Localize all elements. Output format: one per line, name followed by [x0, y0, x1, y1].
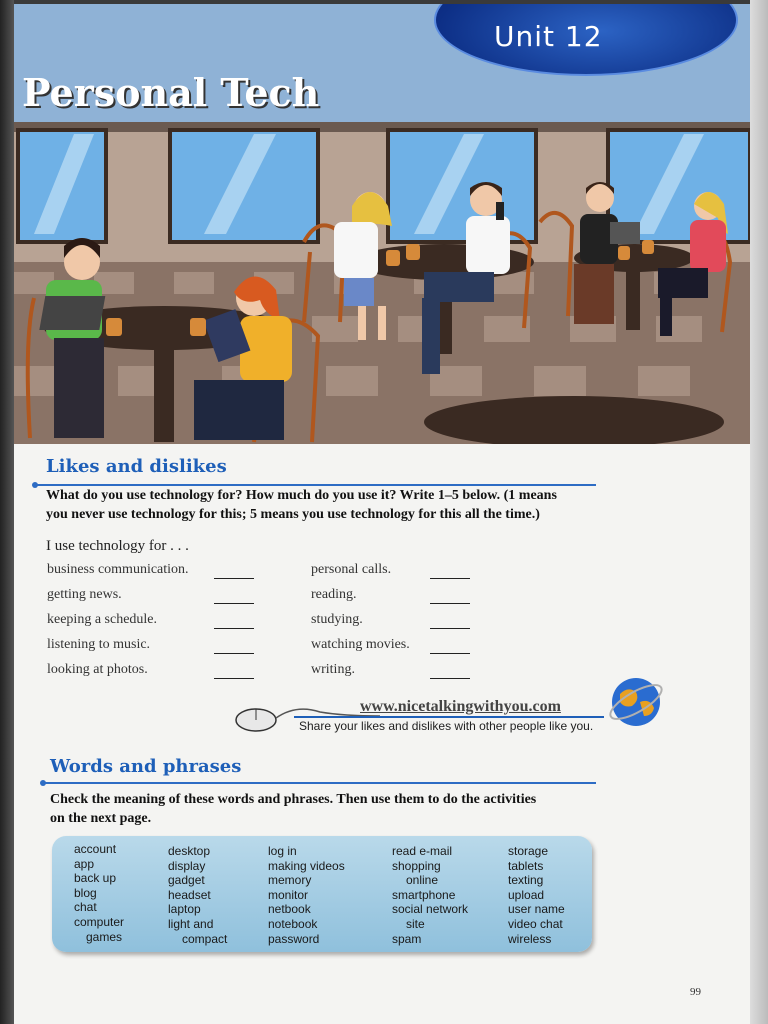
- words-heading: Words and phrases: [50, 756, 242, 777]
- likes-instructions: [46, 486, 626, 524]
- word-item: desktop: [168, 844, 211, 858]
- word-column: [392, 844, 468, 946]
- word-item: password: [268, 931, 320, 946]
- word-item: compact: [182, 931, 228, 946]
- likes-instructions-line2: you never use technology for this; 5 means you use technology for this all the time.): [46, 507, 540, 522]
- word-item: storage: [508, 844, 549, 858]
- rating-blank[interactable]: [214, 603, 254, 604]
- word-item: headset: [168, 887, 211, 902]
- likes-item: writing.: [311, 662, 355, 677]
- unit-label: Unit 12: [494, 20, 603, 53]
- website-link[interactable]: www.nicetalkingwithyou.com: [360, 698, 561, 715]
- website-tagline: Share your likes and dislikes with other people like you.: [299, 719, 594, 733]
- word-item: social network: [392, 902, 469, 917]
- rating-blank[interactable]: [214, 578, 254, 579]
- word-item: tablets: [508, 858, 544, 873]
- rating-blank[interactable]: [430, 653, 470, 654]
- word-item: chat: [74, 900, 97, 915]
- book-spine: [0, 0, 14, 1024]
- words-rule: [44, 782, 596, 784]
- word-item: gadget: [168, 873, 205, 888]
- word-list-box: [52, 836, 592, 952]
- globe-icon: [606, 672, 666, 732]
- likes-lead: I use technology for . . .: [46, 538, 189, 554]
- word-item: wireless: [508, 931, 552, 946]
- word-item: shopping: [392, 858, 441, 873]
- likes-item: looking at photos.: [47, 662, 148, 677]
- word-item: blog: [74, 885, 97, 900]
- word-item: back up: [74, 871, 117, 886]
- page-title: Personal Tech: [22, 70, 320, 115]
- likes-item: personal calls.: [311, 562, 392, 577]
- likes-item: business communication.: [47, 562, 189, 577]
- word-item: user name: [508, 902, 565, 917]
- rating-blank[interactable]: [214, 628, 254, 629]
- website-underline: [294, 716, 604, 718]
- word-item: netbook: [268, 902, 311, 917]
- likes-heading: Likes and dislikes: [46, 456, 227, 477]
- likes-item: getting news.: [47, 587, 122, 602]
- word-item: read e-mail: [392, 844, 453, 858]
- cafe-illustration: [14, 122, 750, 444]
- rating-blank[interactable]: [430, 678, 470, 679]
- word-item: log in: [268, 844, 297, 858]
- word-column: [268, 844, 345, 946]
- word-item: monitor: [268, 887, 309, 902]
- words-instructions-line1: Check the meaning of these words and phrases. Then use them to do the activities: [50, 792, 537, 807]
- word-item: games: [86, 929, 123, 944]
- word-item: upload: [508, 887, 545, 902]
- page-header: [14, 4, 750, 122]
- word-item: texting: [508, 873, 544, 888]
- page-edge: [750, 0, 768, 1024]
- word-item: spam: [392, 931, 422, 946]
- likes-item: listening to music.: [47, 637, 151, 652]
- likes-instructions-line1: What do you use technology for? How much do you use it? Write 1–5 below. (1 means: [46, 488, 557, 503]
- likes-item: watching movies.: [311, 637, 410, 652]
- words-instructions: [50, 790, 630, 828]
- word-item: memory: [268, 873, 312, 888]
- word-column: [508, 844, 565, 946]
- word-item: notebook: [268, 916, 318, 931]
- word-item: laptop: [168, 902, 201, 917]
- rating-blank[interactable]: [430, 578, 470, 579]
- likes-item: keeping a schedule.: [47, 612, 158, 627]
- rating-blank[interactable]: [214, 653, 254, 654]
- word-item: light and: [168, 916, 214, 931]
- word-item: display: [168, 858, 206, 873]
- word-item: account: [74, 842, 117, 856]
- rating-blank[interactable]: [430, 603, 470, 604]
- word-column: [74, 842, 124, 944]
- page-number: 99: [690, 986, 701, 998]
- word-item: online: [406, 873, 439, 888]
- word-item: computer: [74, 914, 125, 929]
- likes-item: reading.: [311, 587, 357, 602]
- word-item: app: [74, 856, 95, 871]
- rating-blank[interactable]: [214, 678, 254, 679]
- textbook-page: [14, 4, 750, 1024]
- likes-item: studying.: [311, 612, 363, 627]
- words-instructions-line2: on the next page.: [50, 811, 152, 826]
- word-item: smartphone: [392, 887, 456, 902]
- rating-blank[interactable]: [430, 628, 470, 629]
- word-item: video chat: [508, 916, 563, 931]
- word-column: [168, 844, 227, 946]
- word-item: site: [406, 916, 425, 931]
- word-item: making videos: [268, 858, 345, 873]
